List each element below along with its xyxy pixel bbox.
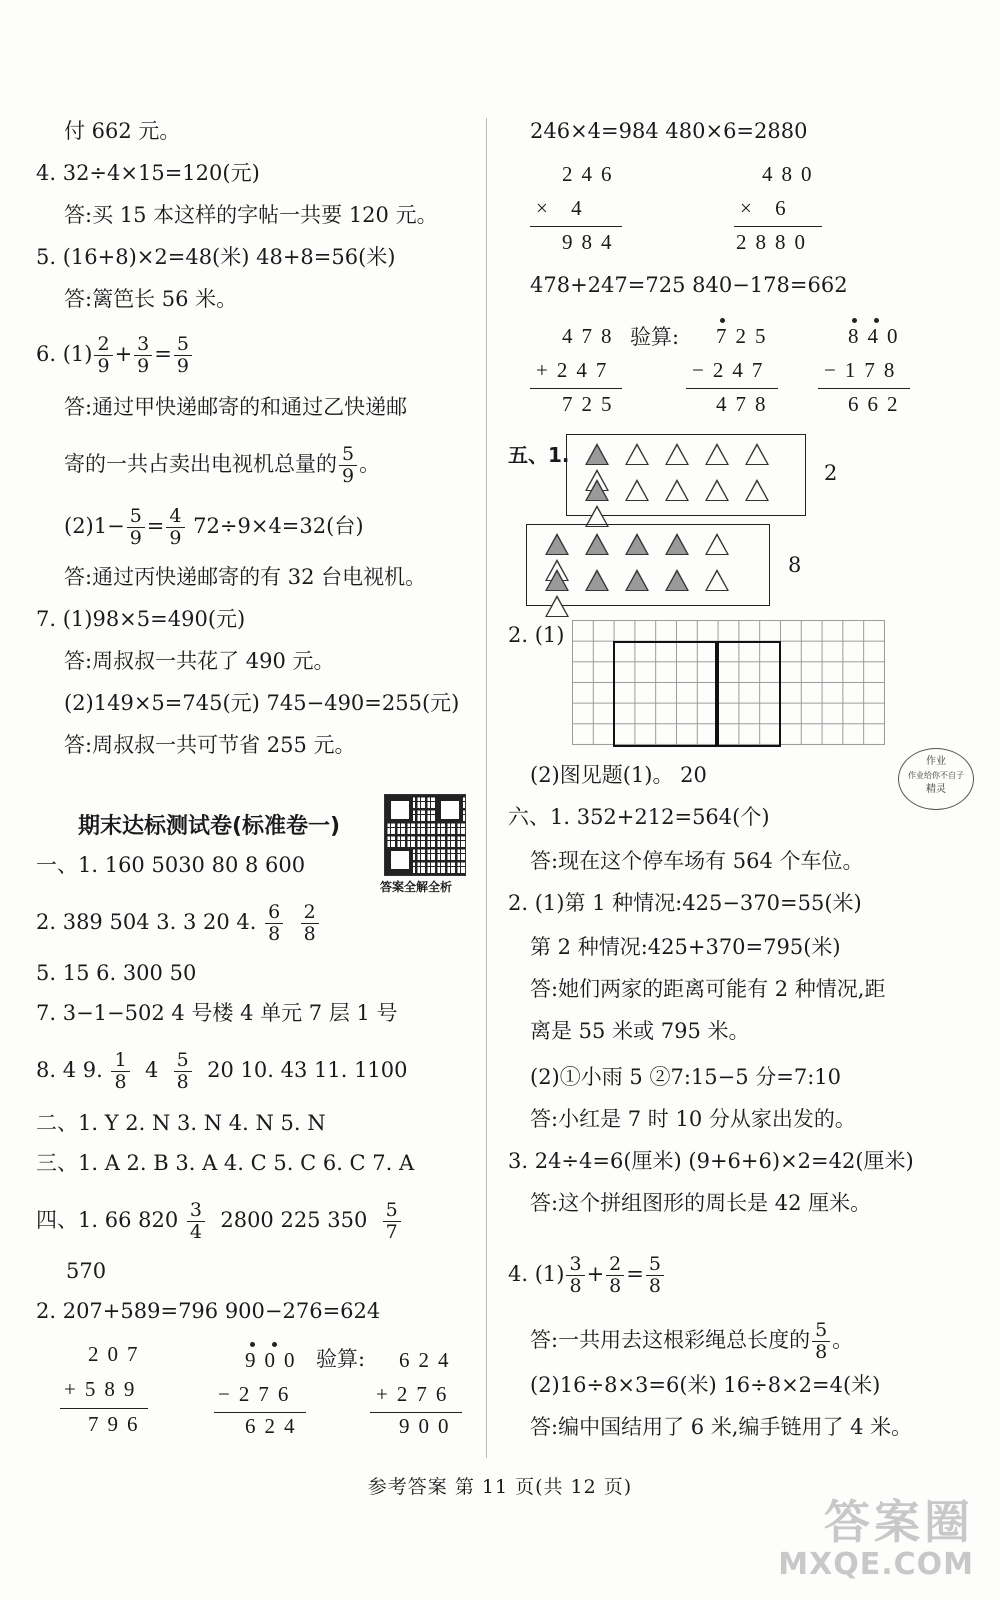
fraction: $\frac{2}{9}$	[94, 334, 112, 377]
calc-bar	[214, 1412, 306, 1413]
check-label: 验算:	[630, 325, 680, 349]
watermark-logo	[778, 1497, 974, 1582]
vertical-calc-operand: 900	[245, 1348, 304, 1372]
vertical-calc-operand: 246	[562, 162, 621, 186]
vertical-calc-result: 624	[245, 1414, 304, 1438]
exam-title: 期末达标测试卷(标准卷一)	[78, 814, 341, 839]
vertical-calc-operand: 207	[88, 1342, 147, 1366]
fraction: $\frac{5}{9}$	[339, 444, 357, 487]
answer-line: 8. 4 9. $\frac{1}{8}$ 4 $\frac{5}{8}$ 20 10. 43 11. 1100	[36, 1049, 408, 1093]
page-footer: 参考答案 第 11 页(共 12 页)	[367, 1476, 633, 1498]
answer-line: 3. 24÷4=6(厘米) (9+6+6)×2=42(厘米)	[508, 1149, 914, 1173]
fraction-equation: 4. (1) $\frac{3}{8}$ + $\frac{2}{8}$ = $\frac{5}{8}$	[508, 1254, 666, 1297]
answer-value: 8	[788, 553, 802, 577]
vertical-calc-operand: −178	[824, 358, 904, 382]
question-label: 2. (1)	[508, 623, 565, 647]
answer-line: 246×4=984 480×6=2880	[530, 119, 808, 143]
triangle-icon	[705, 479, 729, 501]
fraction: $\frac{5}{8}$	[174, 1050, 192, 1093]
triangle-icon	[705, 569, 729, 591]
answer-line: 答:通过丙快递邮寄的有 32 台电视机。	[64, 565, 427, 589]
shaded-triangle-icon	[625, 569, 649, 591]
fraction: $\frac{3}{9}$	[134, 334, 152, 377]
answer-line: 寄的一共占卖出电视机总量的 $\frac{5}{9}$ 。	[64, 443, 381, 487]
check-label: 验算:	[316, 1347, 366, 1371]
vertical-calc-operand: +247	[536, 358, 616, 382]
watermark-url: MXQE.COM	[778, 1547, 974, 1582]
vertical-calc-operand: 725	[716, 324, 775, 348]
answer-line: 答:买 15 本这样的字帖一共要 120 元。	[64, 203, 438, 227]
vertical-calc-operand: 480	[762, 162, 821, 186]
answer-line: 答:一共用去这根彩绳总长度的 $\frac{5}{8}$ 。	[530, 1319, 854, 1363]
vertical-calc-result: 2880	[736, 230, 814, 254]
calc-bar	[686, 388, 778, 389]
fraction: $\frac{2}{8}$	[301, 902, 319, 945]
answer-line: 答:通过甲快递邮寄的和通过乙快递邮	[64, 395, 408, 419]
triangle-icon	[745, 443, 769, 465]
shaded-triangle-icon	[665, 533, 689, 555]
vertical-calc-operand: 478	[562, 324, 621, 348]
vertical-calc-operand: −276	[218, 1382, 298, 1406]
triangle-icon	[625, 443, 649, 465]
answer-line: 5. (16+8)×2=48(米) 48+8=56(米)	[36, 245, 396, 269]
answer-line: 四、1. 66 820 $\frac{3}{4}$ 2800 225 350 $\frac{5}{7}$	[36, 1200, 403, 1243]
shaded-triangle-icon	[625, 533, 649, 555]
fraction: $\frac{5}{8}$	[812, 1320, 830, 1363]
calc-bar	[734, 226, 822, 227]
square-shape	[613, 641, 719, 747]
fraction-equation: (2)1− $\frac{5}{9}$ = $\frac{4}{9}$ 72÷9×4=32(台)	[64, 505, 364, 549]
triangle-icon	[705, 533, 729, 555]
answer-line: (2)图见题(1)。 20	[530, 763, 707, 787]
fraction: $\frac{3}{4}$	[187, 1200, 205, 1243]
triangle-group-2	[526, 524, 770, 606]
fraction: $\frac{2}{8}$	[606, 1254, 624, 1297]
vertical-calc-operand: × 4	[536, 196, 591, 220]
fraction: $\frac{1}{8}$	[111, 1050, 129, 1093]
vertical-calc-result: 984	[562, 230, 621, 254]
borrow-dot	[852, 318, 857, 323]
triangle-icon	[545, 595, 569, 617]
answer-line: 二、1. Y 2. N 3. N 4. N 5. N	[36, 1111, 326, 1135]
fraction: $\frac{3}{8}$	[566, 1254, 584, 1297]
calc-bar	[530, 388, 622, 389]
triangle-icon	[665, 443, 689, 465]
vertical-calc-operand: +589	[64, 1377, 144, 1401]
answer-value: 2	[824, 461, 838, 485]
shaded-triangle-icon	[545, 533, 569, 555]
vertical-calc-result: 478	[716, 392, 775, 416]
answer-line: (2)16÷8×3=6(米) 16÷8×2=4(米)	[530, 1373, 881, 1397]
homework-badge-icon: 作业 作业给你不自子 精灵	[898, 748, 974, 810]
triangle-group-1	[566, 434, 806, 516]
qr-code-icon[interactable]	[384, 794, 466, 876]
borrow-dot	[272, 1342, 277, 1347]
answer-line: 答:周叔叔一共花了 490 元。	[64, 649, 335, 673]
answer-line: 六、1. 352+212=564(个)	[508, 805, 770, 829]
answer-line: 7. (1)98×5=490(元)	[36, 607, 246, 631]
vertical-calc-operand: +276	[376, 1382, 456, 1406]
answer-line: 答:现在这个停车场有 564 个车位。	[530, 849, 864, 873]
answer-line: 答:小红是 7 时 10 分从家出发的。	[530, 1107, 856, 1131]
vertical-calc-result: 796	[88, 1412, 147, 1436]
vertical-calc-result: 662	[848, 392, 907, 416]
watermark-title: 答案圈	[824, 1495, 974, 1549]
fraction: $\frac{5}{7}$	[383, 1200, 401, 1243]
calc-bar	[818, 388, 910, 389]
shaded-triangle-icon	[585, 569, 609, 591]
vertical-calc-result: 725	[562, 392, 621, 416]
answer-line: 答:这个拼组图形的周长是 42 厘米。	[530, 1191, 872, 1215]
borrow-dot	[720, 318, 725, 323]
shaded-triangle-icon	[585, 533, 609, 555]
fraction: $\frac{6}{8}$	[265, 902, 283, 945]
calc-bar	[370, 1412, 462, 1413]
vertical-calc-operand: 624	[399, 1348, 458, 1372]
answer-line: 第 2 种情况:425+370=795(米)	[530, 935, 841, 959]
answer-line: 4. 32÷4×15=120(元)	[36, 161, 260, 185]
fraction: $\frac{4}{9}$	[166, 506, 184, 549]
answer-line: 7. 3−1−502 4 号楼 4 单元 7 层 1 号	[36, 1001, 398, 1025]
triangle-icon	[745, 479, 769, 501]
vertical-calc-operand: 840	[848, 324, 907, 348]
answer-line: 5. 15 6. 300 50	[36, 961, 197, 985]
answer-line: 答:编中国结用了 6 米,编手链用了 4 米。	[530, 1415, 913, 1439]
triangle-icon	[665, 479, 689, 501]
fraction-equation: 6. (1) $\frac{2}{9}$ + $\frac{3}{9}$ = $\frac{5}{9}$	[36, 334, 194, 377]
answer-line: 答:她们两家的距离可能有 2 种情况,距	[530, 977, 886, 1001]
vertical-calc-operand: × 6	[740, 196, 795, 220]
answer-line: 2. 207+589=796 900−276=624	[36, 1299, 381, 1323]
answer-line: 一、1. 160 5030 80 8 600	[36, 853, 306, 877]
qr-caption: 答案全解全析	[380, 880, 453, 894]
answer-line: 付 662 元。	[64, 119, 181, 143]
answer-line: 答:周叔叔一共可节省 255 元。	[64, 733, 356, 757]
answer-line: 478+247=725 840−178=662	[530, 273, 848, 297]
calc-bar	[60, 1408, 148, 1409]
shaded-triangle-icon	[585, 479, 609, 501]
fraction: $\frac{5}{9}$	[174, 334, 192, 377]
vertical-calc-result: 900	[399, 1414, 458, 1438]
borrow-dot	[250, 1342, 255, 1347]
answer-line: (2)149×5=745(元) 745−490=255(元)	[64, 691, 460, 715]
answer-line: 2. (1)第 1 种情况:425−370=55(米)	[508, 891, 862, 915]
triangle-icon	[625, 479, 649, 501]
fraction: $\frac{5}{8}$	[646, 1254, 664, 1297]
shaded-triangle-icon	[585, 443, 609, 465]
answer-line: 570	[66, 1259, 107, 1283]
column-divider	[486, 118, 487, 1458]
answer-line: 2. 389 504 3. 3 20 4. $\frac{6}{8}$ $\frac{2}{8}$	[36, 902, 321, 945]
triangle-icon	[705, 443, 729, 465]
answer-line: 三、1. A 2. B 3. A 4. C 5. C 6. C 7. A	[36, 1151, 415, 1175]
answer-line: (2)①小雨 5 ②7:15−5 分=7:10	[530, 1065, 842, 1089]
calc-bar	[530, 226, 622, 227]
answer-line: 离是 55 米或 795 米。	[530, 1019, 750, 1043]
answer-line: 答:篱笆长 56 米。	[64, 287, 238, 311]
section-label: 五、1.	[508, 443, 570, 467]
borrow-dot	[874, 318, 879, 323]
shaded-triangle-icon	[545, 569, 569, 591]
shaded-triangle-icon	[665, 569, 689, 591]
vertical-calc-operand: −247	[692, 358, 772, 382]
rectangle-shape	[715, 641, 781, 747]
fraction: $\frac{5}{9}$	[127, 506, 145, 549]
